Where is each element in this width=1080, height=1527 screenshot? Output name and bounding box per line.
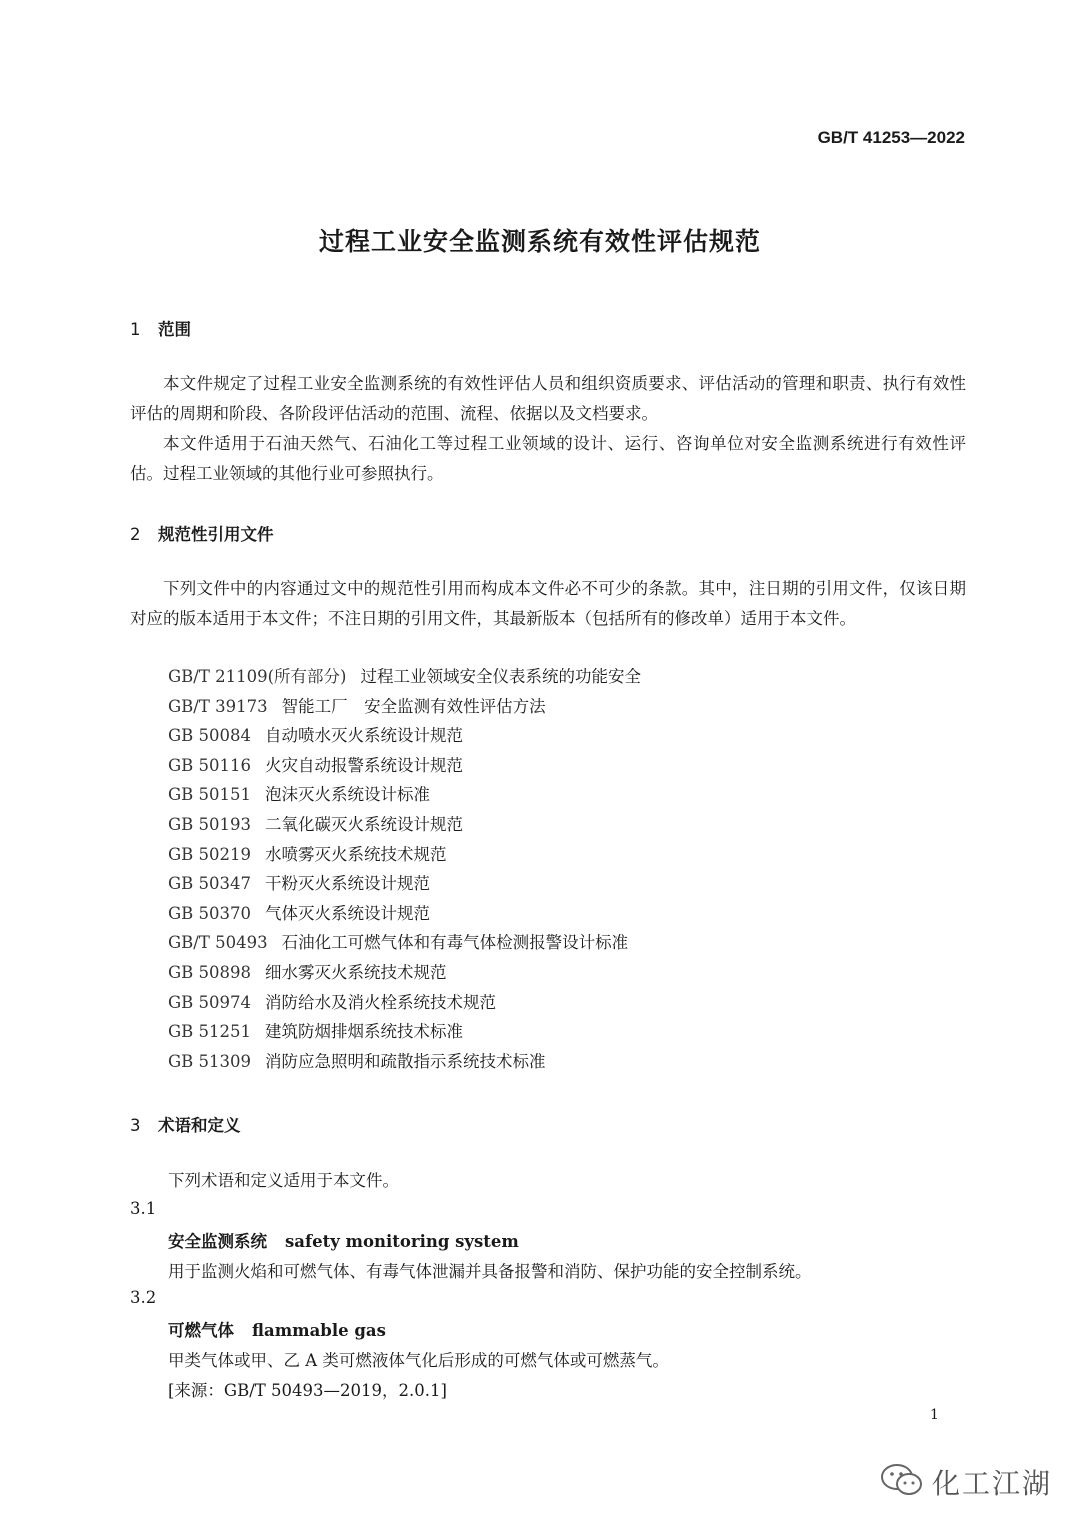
reference-title: 水喷雾灭火系统技术规范 <box>265 844 447 864</box>
reference-item <box>168 840 641 870</box>
reference-title: 二氧化碳灭火系统设计规范 <box>265 814 464 834</box>
reference-title: 消防应急照明和疏散指示系统技术标准 <box>265 1051 546 1071</box>
reference-title: 石油化工可燃气体和有毒气体检测报警设计标准 <box>281 933 629 953</box>
section-title: 规范性引用文件 <box>158 525 274 544</box>
reference-item <box>168 810 641 840</box>
term-english: flammable gas <box>252 1321 386 1340</box>
reference-code: GB 50193 <box>168 814 252 834</box>
reference-code: GB 51309 <box>168 1051 252 1071</box>
section-3-heading <box>130 1112 241 1136</box>
reference-item <box>168 692 641 722</box>
reference-title: 细水雾灭火系统技术规范 <box>265 962 447 982</box>
section-title: 范围 <box>158 320 191 339</box>
section-title: 术语和定义 <box>158 1116 241 1135</box>
reference-code: GB 50898 <box>168 962 252 982</box>
page-number: 1 <box>930 1407 939 1423</box>
reference-code: GB 50084 <box>168 726 252 746</box>
reference-item <box>168 721 641 751</box>
section-number: 1 <box>130 320 141 339</box>
reference-item <box>168 958 641 988</box>
clause-3-2-definition: 甲类气体或甲、乙 A 类可燃液体气化后形成的可燃气体或可燃蒸气。 <box>168 1351 669 1370</box>
reference-item <box>168 899 641 929</box>
document-title: 过程工业安全监测系统有效性评估规范 <box>318 227 761 256</box>
clause-3-2-source: [来源：GB/T 50493—2019，2.0.1] <box>168 1381 447 1400</box>
term-english: safety monitoring system <box>285 1232 519 1251</box>
reference-title: 干粉灭火系统设计规范 <box>265 874 431 894</box>
section-number: 3 <box>130 1116 141 1135</box>
reference-title: 泡沫灭火系统设计标准 <box>265 785 431 805</box>
section-number: 2 <box>130 525 141 544</box>
section-1-paragraph-2: 本文件适用于石油天然气、石油化工等过程工业领域的设计、运行、咨询单位对安全监测系统进行有效性评估。过程工业领域的其他行业可参照执行。 <box>130 434 966 483</box>
section-2-intro: 下列文件中的内容通过文中的规范性引用而构成本文件必不可少的条款。其中，注日期的引用文件，仅该日期对应的版本适用于本文件；不注日期的引用文件，其最新版本（包括所有的修改单）适用于本文件。 <box>130 579 966 628</box>
normative-references-list <box>168 662 641 1076</box>
reference-code: GB/T 50493 <box>168 933 268 953</box>
reference-code: GB 51251 <box>168 1022 252 1042</box>
standard-number: GB/T 41253—2022 <box>817 128 965 147</box>
clause-3-1-number: 3.1 <box>130 1199 157 1218</box>
section-2-heading <box>130 521 274 545</box>
clause-3-1-term <box>168 1228 519 1252</box>
reference-code: GB 50116 <box>168 755 252 775</box>
term-chinese: 安全监测系统 <box>168 1232 267 1251</box>
reference-item <box>168 1047 641 1077</box>
reference-title: 自动喷水灭火系统设计规范 <box>265 726 464 746</box>
reference-item <box>168 928 641 958</box>
reference-item <box>168 988 641 1018</box>
reference-item <box>168 780 641 810</box>
clause-3-1-definition: 用于监测火焰和可燃气体、有毒气体泄漏并具备报警和消防、保护功能的安全控制系统。 <box>168 1262 812 1281</box>
reference-title: 智能工厂 安全监测有效性评估方法 <box>281 696 546 716</box>
section-1-paragraph-1: 本文件规定了过程工业安全监测系统的有效性评估人员和组织资质要求、评估活动的管理和职责、执行有效性评估的周期和阶段、各阶段评估活动的范围、流程、依据以及文档要求。 <box>130 374 966 423</box>
reference-code: GB/T 39173 <box>168 696 268 716</box>
reference-code: GB/T 21109(所有部分) <box>168 667 347 686</box>
reference-code: GB 50151 <box>168 785 252 805</box>
watermark-text: 化工江湖 <box>932 1467 1053 1500</box>
reference-item <box>168 662 641 692</box>
wechat-icon <box>880 1462 924 1502</box>
reference-title: 建筑防烟排烟系统技术标准 <box>265 1022 464 1042</box>
reference-title: 气体灭火系统设计规范 <box>265 903 431 923</box>
section-1-heading <box>130 316 191 340</box>
reference-title: 过程工业领域安全仪表系统的功能安全 <box>360 667 641 686</box>
reference-code: GB 50370 <box>168 903 252 923</box>
watermark <box>880 1462 1052 1502</box>
reference-item <box>168 869 641 899</box>
reference-code: GB 50347 <box>168 874 252 894</box>
section-3-intro: 下列术语和定义适用于本文件。 <box>168 1171 399 1190</box>
reference-code: GB 50219 <box>168 844 252 864</box>
reference-item <box>168 751 641 781</box>
reference-title: 火灾自动报警系统设计规范 <box>265 755 464 775</box>
reference-item <box>168 1017 641 1047</box>
clause-3-2-number: 3.2 <box>130 1288 157 1307</box>
reference-code: GB 50974 <box>168 992 252 1012</box>
clause-3-2-term <box>168 1317 386 1341</box>
term-chinese: 可燃气体 <box>168 1321 234 1340</box>
reference-title: 消防给水及消火栓系统技术规范 <box>265 992 497 1012</box>
